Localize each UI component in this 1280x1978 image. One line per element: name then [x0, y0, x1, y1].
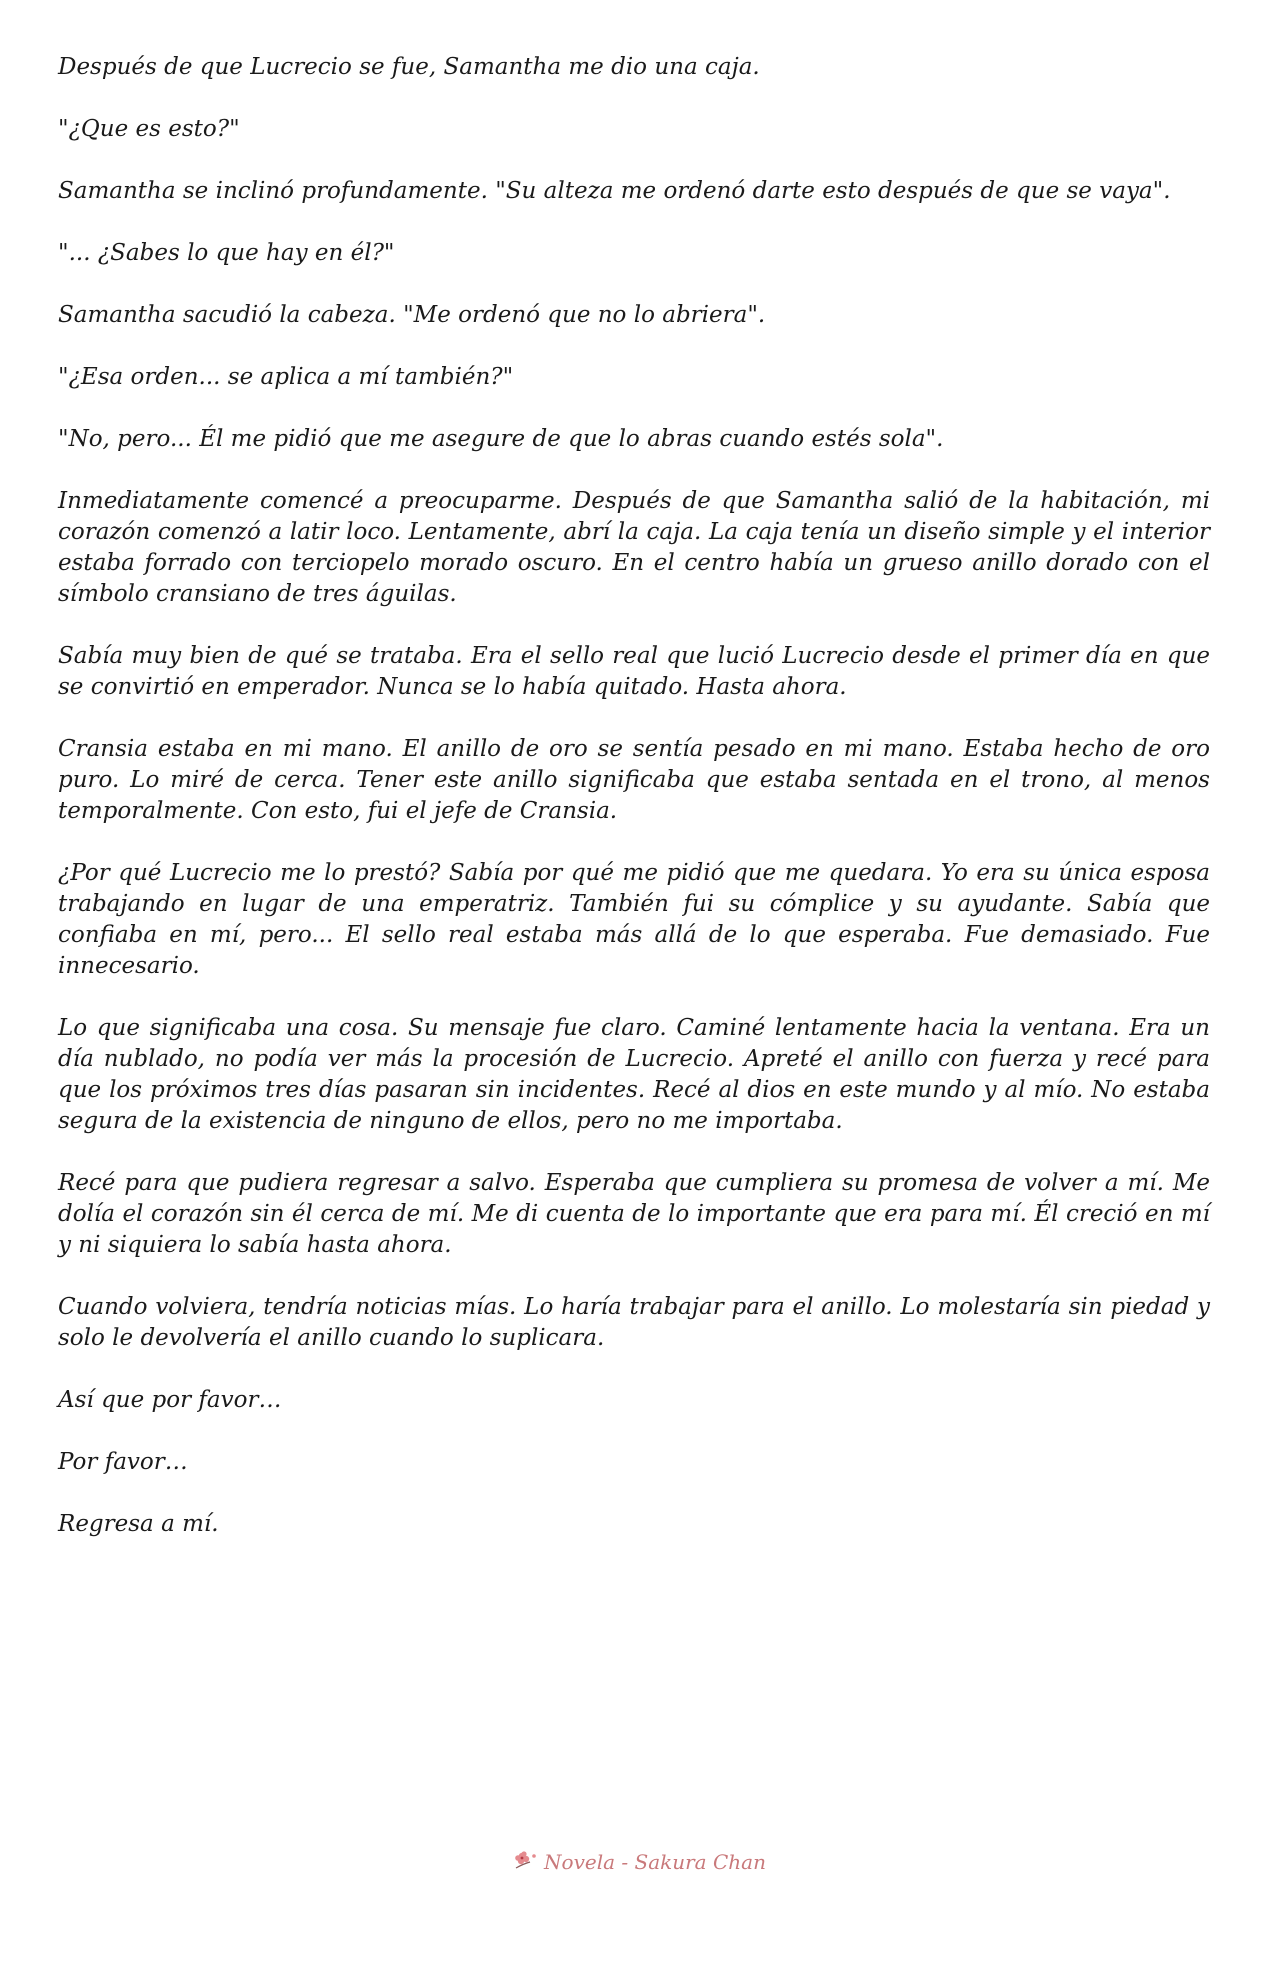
story-text [58, 52, 1210, 1571]
paragraph: Recé para que pudiera regresar a salvo. Esperaba que cumpliera su promesa de volver a mí. Me dolía el corazón sin él cerca de mí. Me di cuenta de lo importante que era para mí. Él creció en mí y ni siquiera lo sabía hasta ahora. [58, 1170, 1210, 1258]
footer-text: Novela - Sakura Chan [544, 1850, 766, 1874]
paragraph: "... ¿Sabes lo que hay en él?" [58, 240, 395, 266]
paragraph: ¿Por qué Lucrecio me lo prestó? Sabía por qué me pidió que me quedara. Yo era su única esposa trabajando en lugar de una emperatriz. También fui su cómplice y su ayudante. Sabía que confiaba en mí, pero... El sello real estaba más allá de lo que esperaba. Fue demasiado. Fue innecesario. [58, 860, 1210, 979]
paragraph: "¿Esa orden... se aplica a mí también?" [58, 364, 514, 390]
paragraph: Sabía muy bien de qué se trataba. Era el sello real que lució Lucrecio desde el primer día en que se convirtió en emperador. Nunca se lo había quitado. Hasta ahora. [58, 643, 1210, 700]
paragraph: "No, pero... Él me pidió que me asegure de que lo abras cuando estés sola". [58, 426, 944, 452]
paragraph: Samantha se inclinó profundamente. "Su alteza me ordenó darte esto después de que se vaya". [58, 178, 1171, 204]
paragraph: Por favor… [58, 1449, 188, 1475]
paragraph: Samantha sacudió la cabeza. "Me ordenó que no lo abriera". [58, 302, 766, 328]
paragraph: Después de que Lucrecio se fue, Samantha me dio una caja. [58, 54, 760, 80]
paragraph: Inmediatamente comencé a preocuparme. Después de que Samantha salió de la habitación, mi corazón comenzó a latir loco. Lentamente, abrí la caja. La caja tenía un diseño simple y el interior estaba forrado con terciopelo morado oscuro. En el centro había un grueso anillo dorado con el símbolo cransiano de tres águilas. [58, 488, 1210, 607]
paragraph: Lo que significaba una cosa. Su mensaje fue claro. Caminé lentamente hacia la ventana. Era un día nublado, no podía ver más la procesión de Lucrecio. Apreté el anillo con fuerza y recé para que los próximos tres días pasaran sin incidentes. Recé al dios en este mundo y al mío. No estaba segura de la existencia de ninguno de ellos, pero no me importaba. [58, 1015, 1210, 1134]
paragraph: Regresa a mí. [58, 1511, 219, 1537]
sakura-flower-icon [514, 1850, 540, 1872]
paragraph: Así que por favor… [58, 1387, 282, 1413]
paragraph: Cransia estaba en mi mano. El anillo de oro se sentía pesado en mi mano. Estaba hecho de oro puro. Lo miré de cerca. Tener este anillo significaba que estaba sentada en el trono, al menos temporalmente. Con esto, fui el jefe de Cransia. [58, 736, 1210, 824]
footer-watermark [0, 1850, 1280, 1874]
paragraph: "¿Que es esto?" [58, 116, 240, 142]
paragraph: Cuando volviera, tendría noticias mías. Lo haría trabajar para el anillo. Lo molestaría sin piedad y solo le devolvería el anillo cuando lo suplicara. [58, 1294, 1210, 1351]
